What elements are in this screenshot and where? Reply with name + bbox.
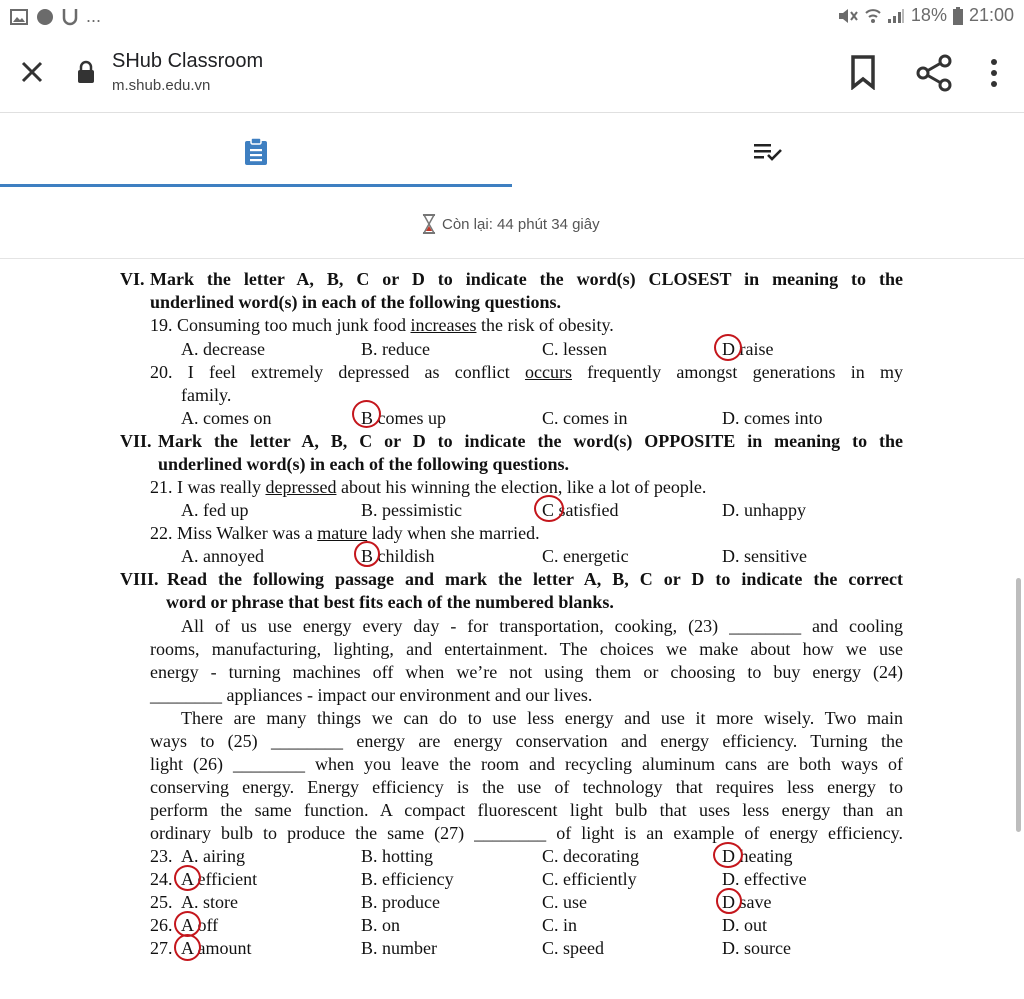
- tab-answer-sheet[interactable]: [512, 113, 1024, 187]
- gallery-icon: [10, 9, 28, 25]
- checklist-icon: [753, 142, 783, 162]
- option-b[interactable]: B. number: [361, 938, 437, 958]
- passage-line: rooms, manufacturing, lighting, and entertainment. The choices we make about how we use: [150, 639, 903, 659]
- section-number: VII.: [120, 431, 152, 451]
- answer-circle: [354, 541, 380, 567]
- option-d[interactable]: D. out: [722, 915, 767, 935]
- section-number: VIII.: [120, 569, 159, 589]
- option-c[interactable]: C. use: [542, 892, 587, 912]
- option-b[interactable]: B childish: [361, 546, 435, 566]
- page-title: SHub Classroom: [112, 50, 264, 72]
- question-20: 20. I feel extremely depressed as conflict occurs frequently amongst generations in my: [150, 362, 904, 382]
- section-instruction: Mark the letter A, B, C or D to indicate the word(s) OPPOSITE in meaning to the: [158, 431, 903, 451]
- passage-line: All of us use energy every day - for transportation, cooking, (23) ________ and cooling: [181, 616, 903, 636]
- status-time: 21:00: [968, 5, 1014, 25]
- option-d[interactable]: D. unhappy: [722, 500, 806, 520]
- section-instruction: Mark the letter A, B, C or D to indicate the word(s) CLOSEST in meaning to the: [150, 269, 903, 289]
- answer-circle: [534, 495, 564, 522]
- option-b[interactable]: B. pessimistic: [361, 500, 463, 520]
- option-c[interactable]: C. efficiently: [542, 869, 637, 889]
- option-d[interactable]: D. comes into: [722, 408, 823, 428]
- u-app-icon: [62, 8, 78, 26]
- option-c[interactable]: C satisfied: [542, 500, 619, 520]
- section-instruction: underlined word(s) in each of the following questions.: [150, 292, 562, 312]
- answer-circle: [714, 334, 742, 361]
- status-more-dots: ...: [86, 6, 102, 26]
- battery-percent: 18%: [910, 5, 947, 25]
- option-a[interactable]: A off: [181, 915, 219, 935]
- passage-line: conserving energy. Energy efficiency is the use of technology that requires less energy to: [150, 777, 903, 797]
- option-b[interactable]: B. efficiency: [361, 869, 454, 889]
- answer-circle: [716, 888, 742, 914]
- option-b[interactable]: B comes up: [361, 408, 446, 428]
- option-a[interactable]: A. annoyed: [181, 546, 264, 566]
- option-c[interactable]: C. in: [542, 915, 578, 935]
- more-options-icon[interactable]: [984, 56, 1004, 90]
- option-a[interactable]: A. airing: [181, 846, 245, 866]
- passage-line: energy - turning machines off when we’re not using them or choosing to buy energy (24): [150, 662, 903, 682]
- active-tab-indicator: [0, 184, 512, 187]
- passage-line: perform the same function. A compact fluorescent light bulb that uses less energy than an: [150, 800, 903, 820]
- passage-line: light (26) ________ when you leave the room and recycling aluminum cans are both ways of: [150, 754, 903, 774]
- record-dot-icon: [36, 8, 54, 26]
- question-20-cont: family.: [181, 385, 232, 405]
- timer-bar: [0, 188, 1024, 259]
- wifi-icon: [865, 7, 881, 25]
- hourglass-icon: [422, 214, 436, 234]
- page-url: m.shub.edu.vn: [112, 77, 211, 94]
- option-a[interactable]: A amount: [181, 938, 252, 958]
- passage-line: ways to (25) ________ energy are energy conservation and energy efficiency. Turning the: [150, 731, 903, 751]
- section-instruction: word or phrase that best fits each of the numbered blanks.: [166, 592, 614, 612]
- status-bar: [0, 0, 1024, 34]
- answer-number: 23.: [150, 846, 173, 866]
- close-icon[interactable]: [14, 54, 50, 90]
- option-a[interactable]: A. decrease: [181, 339, 265, 359]
- option-d[interactable]: D raise: [722, 339, 774, 359]
- option-c[interactable]: C. lessen: [542, 339, 607, 359]
- answer-number: 24.: [150, 869, 173, 889]
- option-c[interactable]: C. speed: [542, 938, 604, 958]
- status-left: [10, 6, 101, 27]
- status-right: [837, 5, 1014, 26]
- option-d[interactable]: D. source: [722, 938, 791, 958]
- option-c[interactable]: C. energetic: [542, 546, 629, 566]
- option-b[interactable]: B. on: [361, 915, 401, 935]
- question-19: 19. Consuming too much junk food increases the risk of obesity.: [150, 315, 614, 335]
- answer-circle: [174, 934, 201, 961]
- section-instruction: underlined word(s) in each of the following questions.: [158, 454, 570, 474]
- option-a[interactable]: A. comes on: [181, 408, 272, 428]
- time-remaining: Còn lại: 44 phút 34 giây: [442, 215, 600, 233]
- option-a[interactable]: A efficient: [181, 869, 258, 889]
- answer-circle: [713, 842, 743, 868]
- option-b[interactable]: B. produce: [361, 892, 440, 912]
- tab-questions[interactable]: [0, 113, 512, 187]
- option-d[interactable]: D save: [722, 892, 772, 912]
- option-d[interactable]: D heating: [722, 846, 793, 866]
- mute-icon: [837, 7, 859, 25]
- answer-number: 27.: [150, 938, 173, 958]
- lock-icon: [76, 60, 96, 84]
- clipboard-icon: [243, 137, 269, 165]
- share-icon[interactable]: [914, 54, 954, 92]
- option-c[interactable]: C. comes in: [542, 408, 628, 428]
- passage-line: ________ appliances - impact our environment and our lives.: [150, 685, 593, 705]
- section-number: VI.: [120, 269, 145, 289]
- option-a[interactable]: A. fed up: [181, 500, 249, 520]
- answer-number: 25.: [150, 892, 173, 912]
- tab-bar: [0, 113, 1024, 187]
- signal-icon: [887, 8, 905, 24]
- question-22: 22. Miss Walker was a mature lady when she married.: [150, 523, 540, 543]
- question-21: 21. I was really depressed about his winning the election, like a lot of people.: [150, 477, 707, 497]
- option-d[interactable]: D. effective: [722, 869, 807, 889]
- option-c[interactable]: C. decorating: [542, 846, 639, 866]
- option-b[interactable]: B. reduce: [361, 339, 430, 359]
- exam-document: [0, 259, 1024, 999]
- app-bar: [0, 34, 1024, 113]
- option-d[interactable]: D. sensitive: [722, 546, 807, 566]
- option-b[interactable]: B. hotting: [361, 846, 434, 866]
- battery-icon: [953, 7, 963, 25]
- passage-line: ordinary bulb to produce the same (27) ________ of light is an example of energy efficiency.: [150, 823, 903, 843]
- option-a[interactable]: A. store: [181, 892, 238, 912]
- passage-line: There are many things we can do to use less energy and use it more wisely. Two main: [181, 708, 903, 728]
- answer-circle: [352, 400, 381, 428]
- scrollbar[interactable]: [1016, 578, 1021, 832]
- bookmark-icon[interactable]: [846, 54, 880, 90]
- section-instruction: Read the following passage and mark the letter A, B, C or D to indicate the correct: [167, 569, 903, 589]
- answer-circle: [174, 865, 201, 891]
- answer-number: 26.: [150, 915, 173, 935]
